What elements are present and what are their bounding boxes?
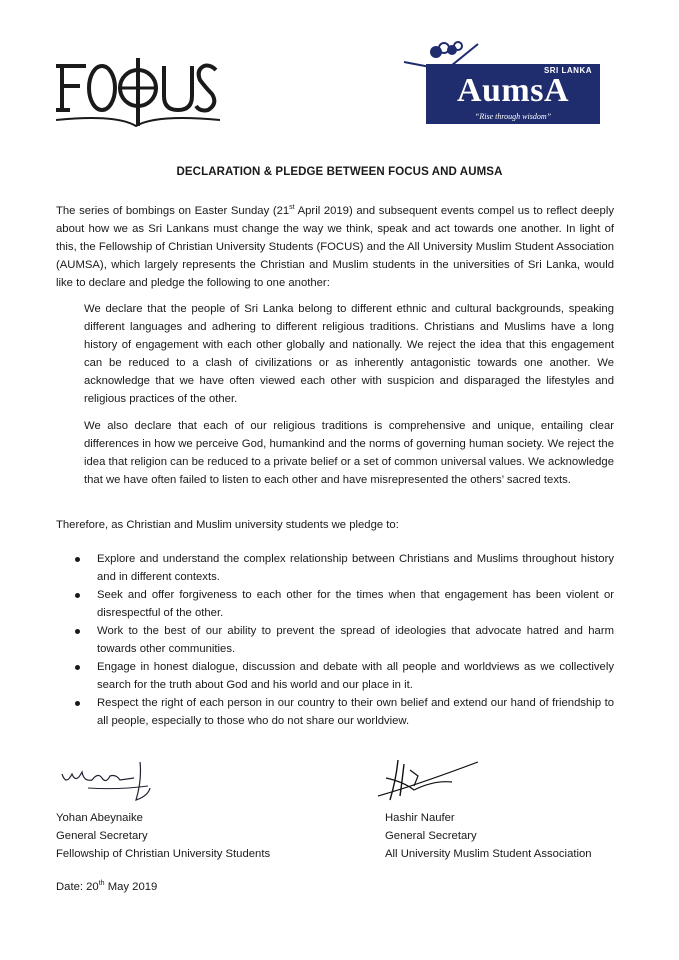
pledge-item: Seek and offer forgiveness to each other for the times when that engagement has been violent or disrespectful of the other. bbox=[56, 586, 614, 622]
signature-hashir bbox=[374, 756, 484, 806]
document-date: Date: 20th May 2019 bbox=[56, 880, 158, 893]
aumsa-name: AumsA bbox=[456, 72, 570, 109]
pledge-item: Respect the right of each person in our country to their own belief and extend our hand of friendship to all people, especially to those who do not share our worldview. bbox=[56, 694, 614, 730]
intro-paragraph: The series of bombings on Easter Sunday (21st April 2019) and subsequent events compel us to reflect deeply about how we as Sri Lankans must change the way we think, speak and act towards one another. In light of this, the Fellowship of Christian University Students (FOCUS) and the All University Muslim Student Association (AUMSA), which largely represents the Christian and Muslim students in the universities of Sri Lanka, would like to declare and pledge the following to one another: bbox=[56, 204, 615, 289]
aumsa-logo bbox=[402, 40, 602, 126]
bullet-icon bbox=[75, 701, 80, 706]
signatory-role: General Secretary bbox=[56, 830, 148, 842]
aumsa-country: SRI LANKA bbox=[543, 66, 592, 75]
bullet-icon bbox=[75, 557, 80, 562]
signatory-block bbox=[385, 809, 592, 863]
signatory-role: General Secretary bbox=[385, 830, 477, 842]
signature-yohan bbox=[58, 760, 152, 808]
pledge-list bbox=[56, 550, 614, 730]
pledge-intro: Therefore, as Christian and Muslim university students we pledge to: bbox=[56, 519, 399, 531]
aumsa-badge bbox=[426, 64, 600, 124]
bullet-icon bbox=[75, 629, 80, 634]
pledge-item: Engage in honest dialogue, discussion and debate with all people and worldviews as we collectively search for the truth about God and his world and our place in it. bbox=[56, 658, 614, 694]
bullet-icon bbox=[75, 665, 80, 670]
pledge-item: Work to the best of our ability to prevent the spread of ideologies that advocate hatred and harm towards other communities. bbox=[56, 622, 614, 658]
signatory-block bbox=[56, 809, 270, 863]
document-title: DECLARATION & PLEDGE BETWEEN FOCUS AND AUMSA bbox=[176, 166, 503, 178]
declaration-paragraph: We also declare that each of our religious traditions is comprehensive and unique, entailing clear differences in how we perceive God, humankind and the norms of governing human society. We reject the idea that religion can be reduced to a private belief or a set of common universal values. We acknowledge that we have often failed to listen to each other and have misrepresented the others’ sacred texts. bbox=[84, 420, 614, 486]
bullet-icon bbox=[75, 593, 80, 598]
signatory-name: Hashir Naufer bbox=[385, 812, 455, 824]
focus-logo bbox=[56, 52, 220, 128]
signatory-name: Yohan Abeynaike bbox=[56, 812, 143, 824]
declaration-paragraph: We declare that the people of Sri Lanka belong to different ethnic and cultural backgrounds, speaking different languages and adhering to different religious traditions. Christians and Muslims have a long history of engagement with each other globally and nationally. We reject the idea that this engagement can be reduced to a clash of civilizations or as inherently antagonistic towards one another. We acknowledge that we have often viewed each other with suspicion and disparaged the lifestyles and religious practices of the other. bbox=[84, 303, 614, 405]
signatory-org: Fellowship of Christian University Students bbox=[56, 848, 271, 860]
aumsa-tagline: “Rise through wisdom” bbox=[474, 112, 552, 121]
signatory-org: All University Muslim Student Association bbox=[385, 848, 592, 860]
pledge-item: Explore and understand the complex relationship between Christians and Muslims throughout history and in different contexts. bbox=[56, 550, 614, 586]
